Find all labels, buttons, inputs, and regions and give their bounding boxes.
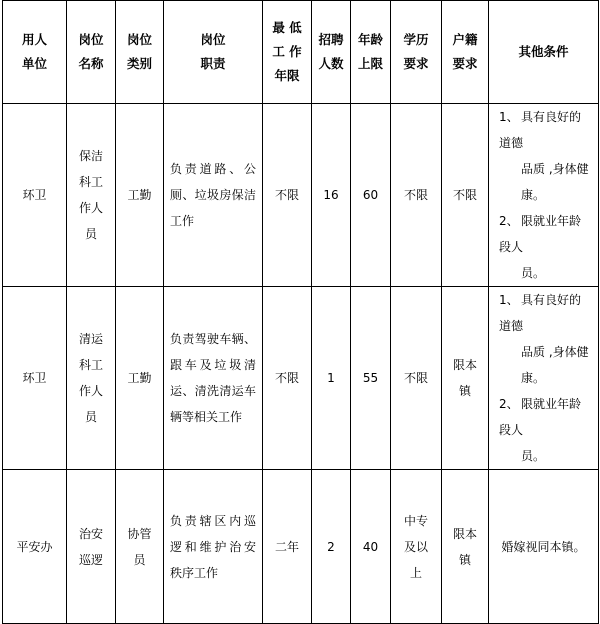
table-row: [3, 104, 599, 287]
cell-residence: 限本 镇: [442, 470, 489, 624]
header-education: 学历 要求: [391, 1, 442, 104]
recruitment-table: [2, 0, 599, 624]
cell-category: 协管 员: [116, 470, 164, 624]
cell-duties: 负责驾驶车辆、 跟车及垃圾清 运、清洗清运车 辆等相关工作: [164, 287, 263, 470]
condition-item: 2、 限就业年龄段人 员。: [499, 214, 582, 280]
header-residence: 户籍 要求: [442, 1, 489, 104]
header-unit: 用人 单位: [3, 1, 67, 104]
condition-item: 1、 具有良好的道德 品质 ,身体健康。: [499, 110, 589, 202]
cell-category: 工勤: [116, 287, 164, 470]
header-count: 招聘 人数: [312, 1, 351, 104]
cell-unit: 环卫: [3, 104, 67, 287]
header-duties: 岗位 职责: [164, 1, 263, 104]
header-position-name: 岗位 名称: [67, 1, 116, 104]
cell-conditions: [489, 104, 599, 287]
cell-education: 不限: [391, 287, 442, 470]
cell-count: 2: [312, 470, 351, 624]
table-row: [3, 287, 599, 470]
cell-min-years: 二年: [263, 470, 312, 624]
table-row: [3, 470, 599, 624]
cell-residence: 不限: [442, 104, 489, 287]
cell-conditions: 婚嫁视同本镇。: [489, 470, 599, 624]
condition-item: 1、 具有良好的道德 品质 ,身体健康。: [499, 293, 589, 385]
header-position-category: 岗位 类别: [116, 1, 164, 104]
cell-category: 工勤: [116, 104, 164, 287]
cell-age: 55: [351, 287, 391, 470]
cell-position: 保洁 科工 作人 员: [67, 104, 116, 287]
cell-conditions: [489, 287, 599, 470]
cell-education: 中专 及以 上: [391, 470, 442, 624]
cell-age: 40: [351, 470, 391, 624]
header-row: [3, 1, 599, 104]
cell-age: 60: [351, 104, 391, 287]
cell-residence: 限本 镇: [442, 287, 489, 470]
header-age: 年龄 上限: [351, 1, 391, 104]
cell-duties: 负责辖区内巡 逻和维护治安 秩序工作: [164, 470, 263, 624]
cell-min-years: 不限: [263, 287, 312, 470]
cell-count: 16: [312, 104, 351, 287]
header-min-years: 最 低 工 作 年限: [263, 1, 312, 104]
cell-position: 清运 科工 作人 员: [67, 287, 116, 470]
cell-min-years: 不限: [263, 104, 312, 287]
cell-education: 不限: [391, 104, 442, 287]
cell-count: 1: [312, 287, 351, 470]
cell-duties: 负责道路、公 厕、垃圾房保洁 工作: [164, 104, 263, 287]
header-other-conditions: 其他条件: [489, 1, 599, 104]
cell-unit: 环卫: [3, 287, 67, 470]
cell-position: 治安 巡逻: [67, 470, 116, 624]
condition-item: 2、 限就业年龄段人 员。: [499, 397, 582, 463]
cell-unit: 平安办: [3, 470, 67, 624]
